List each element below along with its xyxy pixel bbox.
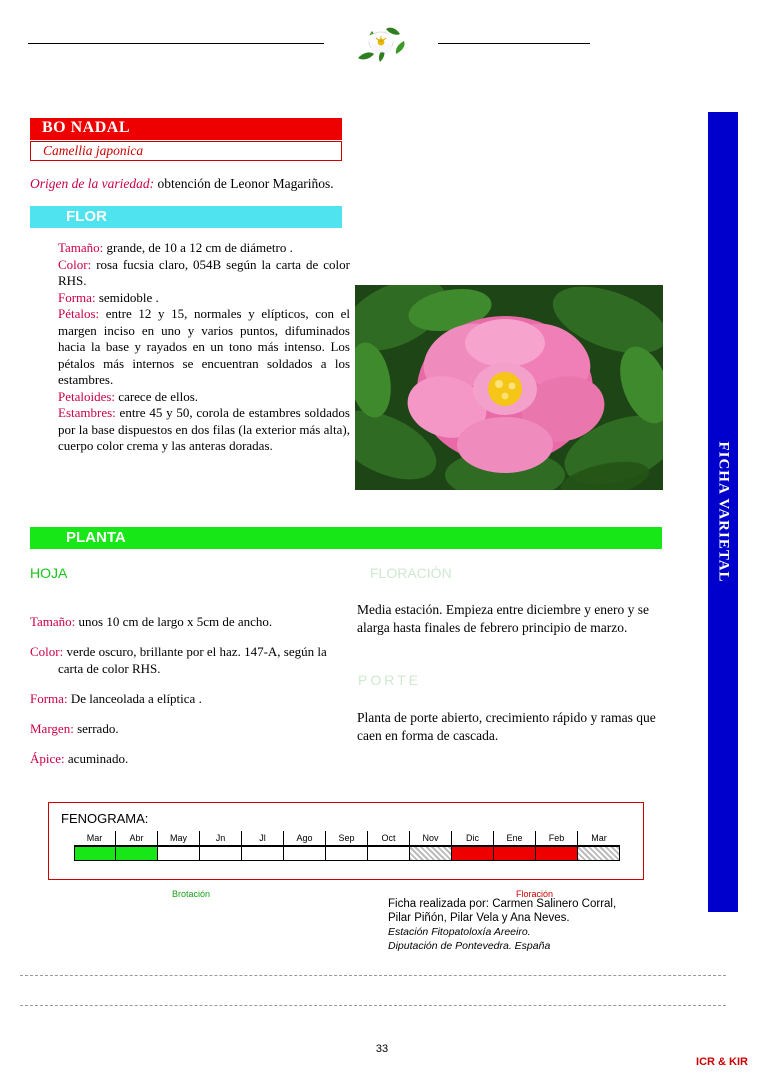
leaf-margin-value: serrado. (73, 721, 119, 736)
fenograma-month-label: Jl (242, 831, 284, 846)
fenograma-month-cell (326, 846, 368, 861)
fenograma-month-label: Mar (578, 831, 620, 846)
flower-petaloids-row (30, 389, 350, 406)
leaf-apex-label: Ápice: (30, 751, 65, 766)
camellia-logo-icon (350, 18, 412, 68)
fenograma-month-label: Oct (368, 831, 410, 846)
camellia-photo (355, 285, 663, 490)
flower-color-value: rosa fucsia claro, 054B según la carta de color RHS. (58, 256, 350, 288)
credits-line-2: Pilar Piñón, Pilar Vela y Ana Neves. (388, 912, 570, 924)
leaf-color-label: Color: (30, 644, 64, 659)
habit-text: Planta de porte abierto, crecimiento rápido y ramas que caen en forma de cascada. (357, 710, 656, 743)
leaf-form-value: De lanceolada a elíptica . (67, 691, 202, 706)
header-rule-left (28, 43, 324, 44)
fenograma-month-cell (578, 846, 620, 861)
fenograma-header-row (74, 831, 621, 846)
subsection-flowering: FLORACIÓN (370, 565, 452, 581)
flower-description (30, 240, 350, 455)
fenograma-month-label: Dic (452, 831, 494, 846)
flower-form-row (30, 290, 350, 307)
flower-stamens-value: entre 45 y 50, corola de estambres soldados por la base dispuestos en dos filas (la exterior más alta), cuerpo color crema y las anteras doradas. (58, 405, 350, 453)
flower-petaloids-label: Petaloides: (58, 388, 116, 404)
fenograma-month-cell (242, 846, 284, 861)
flower-color-row (30, 257, 350, 290)
leaf-size-row (30, 613, 350, 630)
origin-label: Origen de la variedad: (30, 176, 155, 191)
subsection-habit: PORTE (358, 672, 421, 688)
leaf-color-value: verde oscuro, brillante por el haz. 147-A, según la carta de color RHS. (58, 644, 327, 676)
fenograma-month-cell (158, 846, 200, 861)
fenograma-month-label: Ago (284, 831, 326, 846)
leaf-margin-label: Margen: (30, 721, 74, 736)
flower-form-value: semidoble . (95, 289, 159, 305)
flowering-text: Media estación. Empieza entre diciembre y enero y se alarga hasta finales de febrero principio de marzo. (357, 602, 649, 635)
fenograma-month-cell (284, 846, 326, 861)
credits-block (388, 897, 688, 953)
origin-line (30, 176, 450, 192)
flower-size-row (30, 240, 350, 257)
fenograma-month-label: Nov (410, 831, 452, 846)
subsection-leaf: HOJA (30, 565, 68, 581)
leaf-apex-value: acuminado. (64, 751, 129, 766)
flower-color-label: Color: (58, 256, 92, 272)
fenograma-month-label: Mar (74, 831, 116, 846)
leaf-form-label: Forma: (30, 691, 68, 706)
side-tab-label: FICHA VARIETAL (715, 441, 732, 583)
credits-line-1: Ficha realizada por: Carmen Salinero Corral, (388, 898, 617, 910)
fenograma-month-cell (452, 846, 494, 861)
fenograma-month-cell (410, 846, 452, 861)
flower-size-value: grande, de 10 a 12 cm de diámetro . (103, 240, 293, 255)
leaf-size-label: Tamaño: (30, 614, 76, 629)
fenograma-box (48, 802, 644, 899)
side-tab-ficha-varietal (708, 112, 738, 912)
fenograma-month-label: Feb (536, 831, 578, 846)
fenograma-month-cell (200, 846, 242, 861)
leaf-color-row (30, 643, 350, 677)
leaf-apex-row (30, 750, 350, 767)
cultivar-title: BO NADAL (30, 118, 342, 140)
fenograma-month-label: Sep (326, 831, 368, 846)
flower-form-label: Forma: (58, 289, 96, 305)
leaf-size-value: unos 10 cm de largo x 5cm de ancho. (75, 614, 273, 629)
flower-petaloids-value: carece de ellos. (115, 388, 199, 404)
credits-line-4: Diputación de Pontevedra. España (388, 940, 551, 952)
fenograma-month-label: May (158, 831, 200, 846)
fenograma-month-label: Ene (494, 831, 536, 846)
fenograma-month-cell (368, 846, 410, 861)
header-rule-right (438, 43, 590, 44)
footer-rule-2 (20, 1005, 726, 1006)
flower-stamens-label: Estambres: (58, 405, 116, 420)
flower-size-label: Tamaño: (58, 240, 104, 255)
leaf-description (30, 600, 350, 780)
flower-stamens-row (30, 405, 350, 455)
section-band-flower: FLOR (30, 206, 342, 228)
footer-rule-1 (20, 975, 726, 976)
imprint-label: ICR & KIR (696, 1056, 748, 1068)
flower-petals-label: Pétalos: (58, 306, 100, 321)
legend-growth: Brotación (172, 889, 211, 899)
leaf-form-row (30, 690, 350, 707)
page-number: 33 (375, 1043, 389, 1055)
fenograma-table (74, 831, 621, 899)
fenograma-month-cell (116, 846, 158, 861)
fenograma-title: FENOGRAMA: (61, 811, 149, 826)
species-name: Camellia japonica (30, 141, 342, 161)
fenograma-month-cell (494, 846, 536, 861)
fenograma-month-cell (536, 846, 578, 861)
fenograma-month-cell (74, 846, 116, 861)
legend-flowering: Floración (516, 889, 554, 899)
flower-petals-row (30, 306, 350, 389)
origin-value: obtención de Leonor Magariños. (154, 176, 334, 191)
credits-line-3: Estación Fitopatoloxía Areeiro. (388, 926, 531, 938)
fenograma-cells-row (74, 846, 621, 861)
fenograma-month-label: Jn (200, 831, 242, 846)
flower-petals-value: entre 12 y 15, normales y elípticos, con el margen inciso en uno y varios puntos, difuminados hacia la base y rayados en un tono más intenso. Los pétalos más internos se encuentran soldados a los estambres. (58, 306, 350, 387)
leaf-margin-row (30, 720, 350, 737)
fenograma-month-label: Abr (116, 831, 158, 846)
section-band-plant: PLANTA (30, 527, 662, 549)
